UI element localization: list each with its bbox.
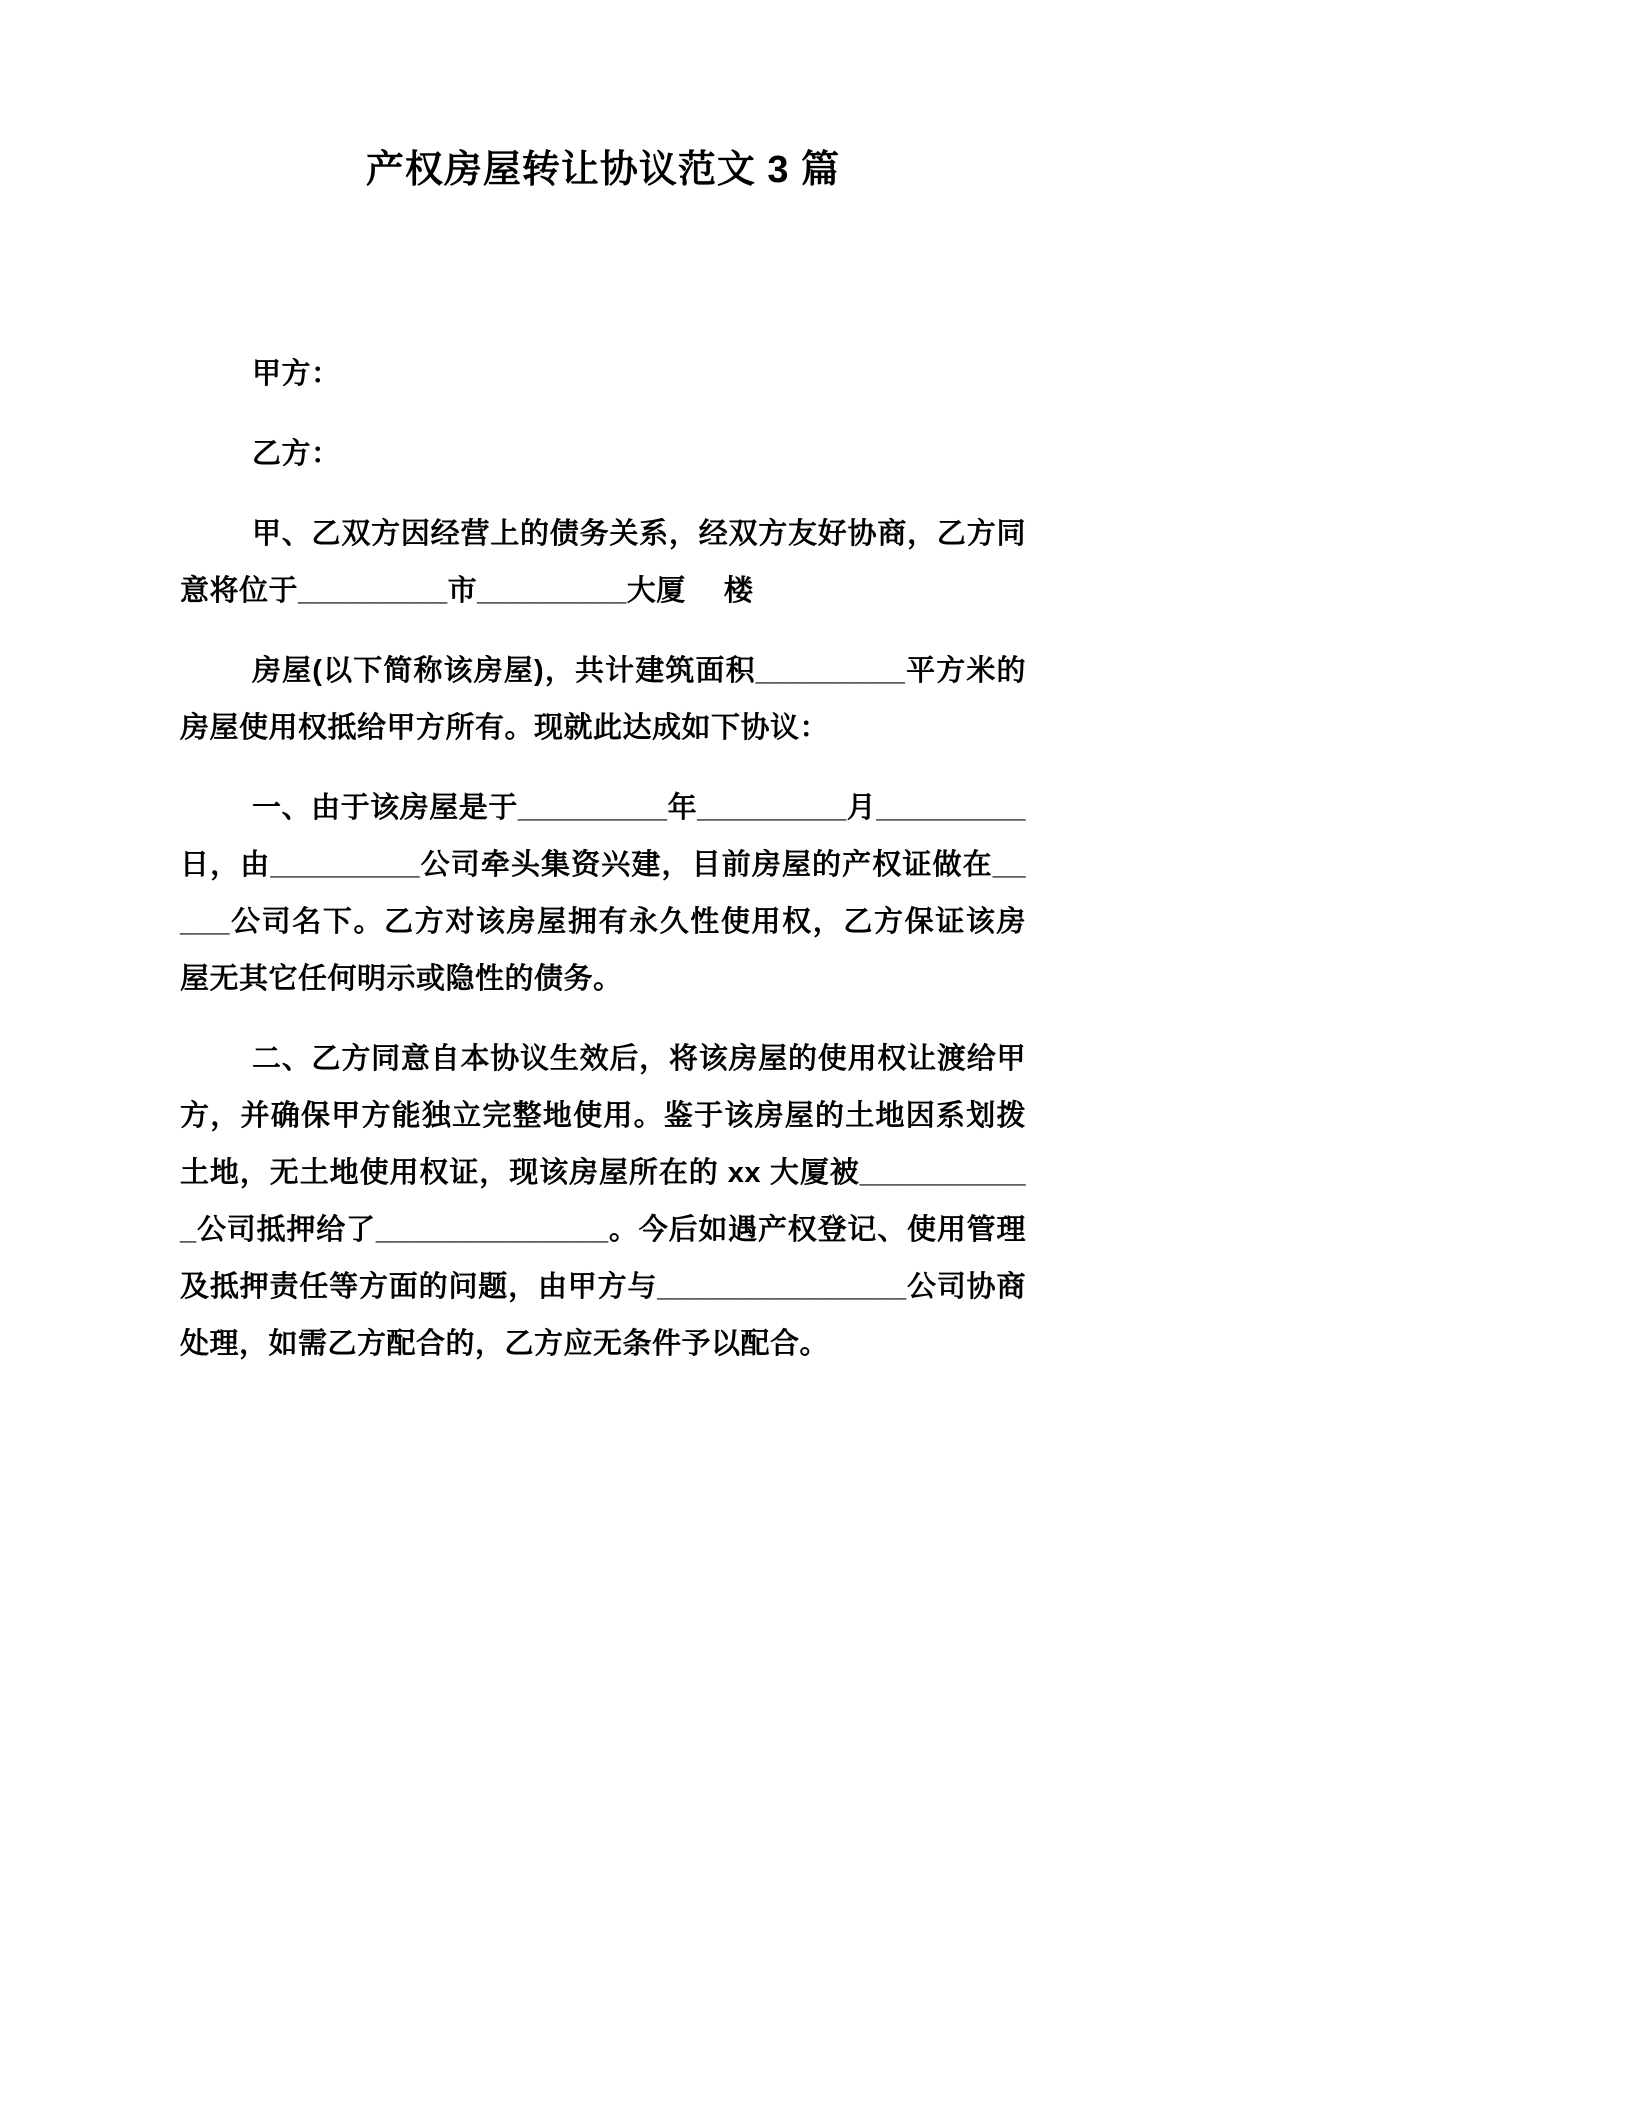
paragraph-clause-2: 二、乙方同意自本协议生效后，将该房屋的使用权让渡给甲方，并确保甲方能独立完整地使用。鉴于该房屋的土地因系划拨土地，无土地使用权证，现该房屋所在的 xx 大厦被___________公司抵押给了______________。今后如遇产权登记、使用管理及抵押责任等方面的问题，由甲方与_______________公司协商处理，如需乙方配合的，乙方应无条件予以配合。 (180, 1043, 1026, 1360)
paragraph-preamble-continued: 房屋(以下简称该房屋)，共计建筑面积_________平方米的房屋使用权抵给甲方所有。现就此达成如下协议： (180, 655, 1026, 744)
paragraph-preamble: 甲、乙双方因经营上的债务关系，经双方友好协商，乙方同意将位于_________市_________大厦 楼 (180, 518, 1026, 607)
paragraph-clause-1: 一、由于该房屋是于_________年_________月_________日，由_________公司牵头集资兴建，目前房屋的产权证做在_____公司名下。乙方对该房屋拥有永久性使用权，乙方保证该房屋无其它任何明示或隐性的债务。 (180, 792, 1026, 995)
document-title: 产权房屋转让协议范文 3 篇 (365, 149, 841, 191)
document-content (180, 142, 1026, 1373)
paragraph-party-b: 乙方： (252, 438, 341, 470)
paragraph-party-a: 甲方： (252, 358, 341, 390)
